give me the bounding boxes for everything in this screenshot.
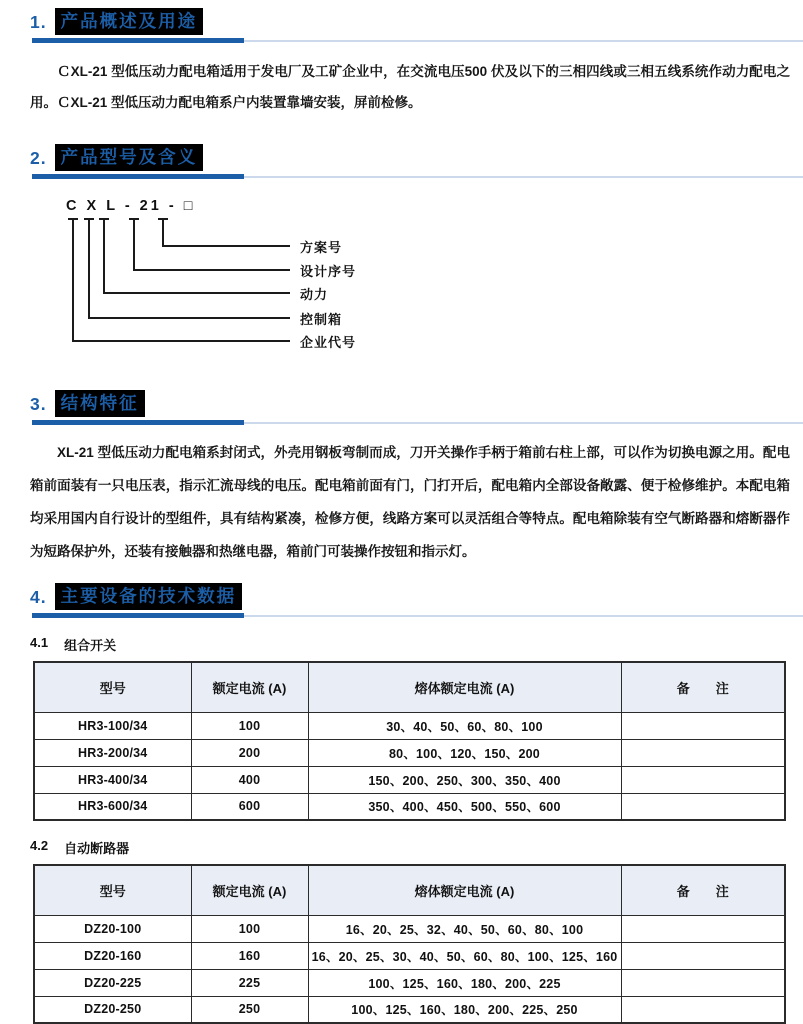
callout-vertical-line — [133, 220, 135, 270]
table-cell-rated: 200 — [191, 739, 308, 766]
callout-tick — [129, 218, 139, 220]
section2-heading — [30, 144, 790, 171]
table2-caption — [30, 838, 790, 857]
model-meaning-diagram — [30, 198, 790, 376]
table-cell-note — [621, 969, 785, 996]
table-row — [34, 766, 785, 793]
table-cell-rated: 100 — [191, 712, 308, 739]
table2-caption-text: 自动断路器 — [64, 841, 130, 856]
table-cell-model: DZ20-100 — [34, 915, 191, 942]
table-cell-note — [621, 766, 785, 793]
section3-title: 结构特征 — [55, 390, 145, 417]
table-cell-model: HR3-600/34 — [34, 793, 191, 820]
table-cell-rated: 600 — [191, 793, 308, 820]
table-row — [34, 712, 785, 739]
table-cell-rated: 100 — [191, 915, 308, 942]
table-cell-rated: 250 — [191, 996, 308, 1023]
section4-title: 主要设备的技术数据 — [55, 583, 243, 610]
table-row — [34, 915, 785, 942]
section3-paragraph: XL-21 型低压动力配电箱系封闭式，外壳用钢板弯制而成，刀开关操作手柄于箱前右柱上部，可以作为切换电源之用。配电箱前面装有一只电压表，指示汇流母线的电压。配电箱前面有门，门打开后，配电箱内全部设备敞露、便于检修维护。本配电箱均采用国内自行设计的型组件，具有结构紧凑，检修方便，线路方案可以灵活组合等特点。配电箱除装有空气断路器和熔断器作为短路保护外，还装有接触器和热继电器，箱前门可装操作按钮和指示灯。 — [30, 445, 790, 559]
table-cell-rated: 400 — [191, 766, 308, 793]
table1-caption-text: 组合开关 — [64, 638, 117, 653]
table-cell-rated: 160 — [191, 942, 308, 969]
table-header-row — [34, 662, 785, 712]
section2-title: 产品型号及含义 — [55, 144, 204, 171]
col-header-fuse-rated-current: 熔体额定电流 (A) — [308, 865, 621, 915]
callout-vertical-line — [103, 220, 105, 293]
section1-divider — [30, 38, 803, 44]
section4-heading — [30, 583, 790, 610]
callout-vertical-line — [88, 220, 90, 318]
circuit-breaker-table — [33, 864, 786, 1024]
table-cell-rated: 225 — [191, 969, 308, 996]
table-cell-note — [621, 712, 785, 739]
callout-vertical-line — [162, 220, 164, 246]
table-header-row — [34, 865, 785, 915]
table-cell-model: HR3-200/34 — [34, 739, 191, 766]
callout-tick — [84, 218, 94, 220]
callout-tick — [99, 218, 109, 220]
divider-accent-bar — [32, 174, 244, 179]
callout-horizontal-line — [88, 317, 290, 319]
col-header-model: 型号 — [34, 662, 191, 712]
combination-switch-table — [33, 661, 786, 821]
table-row — [34, 739, 785, 766]
section3-divider — [30, 420, 803, 426]
table-cell-note — [621, 915, 785, 942]
col-header-note: 备 注 — [621, 662, 785, 712]
section4-number: 4. — [30, 586, 47, 607]
section1-title: 产品概述及用途 — [55, 8, 204, 35]
section2-number: 2. — [30, 147, 47, 168]
table-cell-model: DZ20-160 — [34, 942, 191, 969]
callout-label: 控制箱 — [300, 312, 343, 327]
divider-accent-bar — [32, 38, 244, 43]
section4-divider — [30, 613, 803, 619]
table-cell-fuse: 150、200、250、300、350、400 — [308, 766, 621, 793]
col-header-rated-current: 额定电流 (A) — [191, 662, 308, 712]
callout-horizontal-line — [162, 245, 290, 247]
section1-number: 1. — [30, 11, 47, 32]
table-cell-fuse: 16、20、25、32、40、50、60、80、100 — [308, 915, 621, 942]
divider-accent-bar — [32, 420, 244, 425]
table-cell-model: HR3-400/34 — [34, 766, 191, 793]
callout-label: 方案号 — [300, 240, 343, 255]
table1-caption — [30, 635, 790, 654]
callout-label: 设计序号 — [300, 264, 357, 279]
table-row — [34, 942, 785, 969]
table-cell-fuse: 100、125、160、180、200、225、250 — [308, 996, 621, 1023]
model-code: C X L - 21 - □ — [66, 198, 196, 214]
callout-vertical-line — [72, 220, 74, 341]
table-row — [34, 969, 785, 996]
callout-label: 动力 — [300, 287, 329, 302]
table-cell-model: HR3-100/34 — [34, 712, 191, 739]
divider-accent-bar — [32, 613, 244, 618]
section3-heading — [30, 390, 790, 417]
callout-horizontal-line — [103, 292, 290, 294]
table-row — [34, 793, 785, 820]
table-cell-note — [621, 739, 785, 766]
table-cell-fuse: 80、100、120、150、200 — [308, 739, 621, 766]
col-header-note: 备 注 — [621, 865, 785, 915]
callout-horizontal-line — [72, 340, 290, 342]
table1-caption-number: 4.1 — [30, 635, 49, 650]
section1-heading — [30, 8, 790, 35]
section2-divider — [30, 174, 803, 180]
col-header-fuse-rated-current: 熔体额定电流 (A) — [308, 662, 621, 712]
table-cell-fuse: 30、40、50、60、80、100 — [308, 712, 621, 739]
table-cell-fuse: 350、400、450、500、550、600 — [308, 793, 621, 820]
section3-number: 3. — [30, 393, 47, 414]
table-cell-note — [621, 996, 785, 1023]
table2-caption-number: 4.2 — [30, 838, 49, 853]
table-cell-note — [621, 793, 785, 820]
col-header-rated-current: 额定电流 (A) — [191, 865, 308, 915]
section1-paragraph: ＣXL-21 型低压动力配电箱适用于发电厂及工矿企业中，在交流电压500 伏及以下的三相四线或三相五线系统作动力配电之用。ＣXL-21 型低压动力配电箱系户内装置靠墙安装，屏前检修。 — [30, 64, 790, 110]
callout-label: 企业代号 — [300, 335, 357, 350]
table-cell-note — [621, 942, 785, 969]
table-cell-model: DZ20-225 — [34, 969, 191, 996]
callout-horizontal-line — [133, 269, 290, 271]
callout-tick — [68, 218, 78, 220]
col-header-model: 型号 — [34, 865, 191, 915]
callout-tick — [158, 218, 168, 220]
table-cell-model: DZ20-250 — [34, 996, 191, 1023]
table-row — [34, 996, 785, 1023]
table-cell-fuse: 16、20、25、30、40、50、60、80、100、125、160 — [308, 942, 621, 969]
table-cell-fuse: 100、125、160、180、200、225 — [308, 969, 621, 996]
